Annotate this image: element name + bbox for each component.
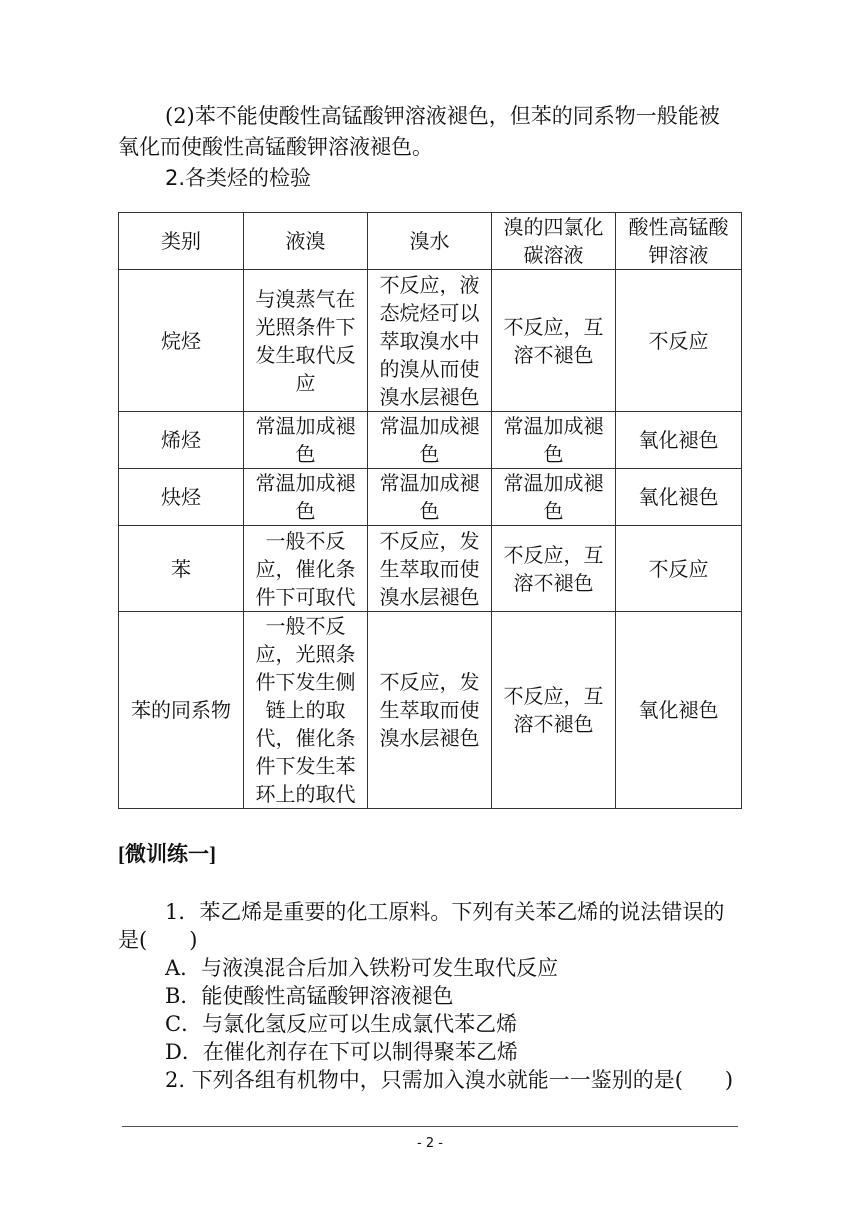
question-1-line-2: 是( ) xyxy=(118,928,198,952)
table-cell: 常温加成褪色 xyxy=(368,412,492,469)
table-header-row xyxy=(119,213,742,270)
intro-line-2: 氧化而使酸性高锰酸钾溶液褪色。 xyxy=(118,135,433,159)
table-cell: 不反应，互溶不褪色 xyxy=(492,270,616,412)
table-cell: 氧化褪色 xyxy=(616,412,742,469)
table-cell: 一般不反应，催化条件下可取代 xyxy=(244,526,368,612)
table-cell: 烯烃 xyxy=(119,412,244,469)
table-cell: 苯 xyxy=(119,526,244,612)
question-1-option-a: A．与液溴混合后加入铁粉可发生取代反应 xyxy=(165,956,559,980)
table-cell: 氧化褪色 xyxy=(616,469,742,526)
table-cell: 不反应，互溶不褪色 xyxy=(492,526,616,612)
hydrocarbon-test-table xyxy=(118,212,742,809)
table-cell: 常温加成褪色 xyxy=(492,469,616,526)
section-heading: 2.各类烃的检验 xyxy=(165,166,312,190)
table-cell: 常温加成褪色 xyxy=(368,469,492,526)
table-cell: 不反应 xyxy=(616,526,742,612)
table-cell: 不反应，互溶不褪色 xyxy=(492,612,616,809)
table-cell: 常温加成褪色 xyxy=(492,412,616,469)
table-row xyxy=(119,612,742,809)
table-row xyxy=(119,526,742,612)
table-cell: 氧化褪色 xyxy=(616,612,742,809)
table-header-cell: 溴的四氯化碳溶液 xyxy=(492,213,616,270)
table-cell: 不反应，发生萃取而使溴水层褪色 xyxy=(368,526,492,612)
page-number: - 2 - xyxy=(417,1136,443,1151)
table-header-cell: 液溴 xyxy=(244,213,368,270)
question-1-line-1: 1．苯乙烯是重要的化工原料。下列有关苯乙烯的说法错误的 xyxy=(165,900,725,924)
table-header-cell: 酸性高锰酸钾溶液 xyxy=(616,213,742,270)
table-header-cell: 类别 xyxy=(119,213,244,270)
question-2: 2. 下列各组有机物中，只需加入溴水就能一一鉴别的是( ) xyxy=(165,1068,734,1092)
table-row xyxy=(119,270,742,412)
intro-line-1: (2)苯不能使酸性高锰酸钾溶液褪色，但苯的同系物一般能被 xyxy=(165,104,720,128)
footer-divider xyxy=(122,1126,738,1127)
table-cell: 炔烃 xyxy=(119,469,244,526)
table-cell: 一般不反应，光照条件下发生侧链上的取代，催化条件下发生苯环上的取代 xyxy=(244,612,368,809)
question-1-option-d: D．在催化剂存在下可以制得聚苯乙烯 xyxy=(165,1040,518,1064)
table-cell: 苯的同系物 xyxy=(119,612,244,809)
practice-title: [微训练一] xyxy=(118,842,216,866)
table-row xyxy=(119,412,742,469)
question-1-option-c: C．与氯化氢反应可以生成氯代苯乙烯 xyxy=(165,1012,518,1036)
table-row xyxy=(119,469,742,526)
table-cell: 不反应，发生萃取而使溴水层褪色 xyxy=(368,612,492,809)
table-cell: 不反应 xyxy=(616,270,742,412)
table-cell: 常温加成褪色 xyxy=(244,469,368,526)
table-cell: 与溴蒸气在光照条件下发生取代反应 xyxy=(244,270,368,412)
table-cell: 不反应，液态烷烃可以萃取溴水中的溴从而使溴水层褪色 xyxy=(368,270,492,412)
table-cell: 常温加成褪色 xyxy=(244,412,368,469)
table-cell: 烷烃 xyxy=(119,270,244,412)
table-header-cell: 溴水 xyxy=(368,213,492,270)
question-1-option-b: B．能使酸性高锰酸钾溶液褪色 xyxy=(165,984,454,1008)
